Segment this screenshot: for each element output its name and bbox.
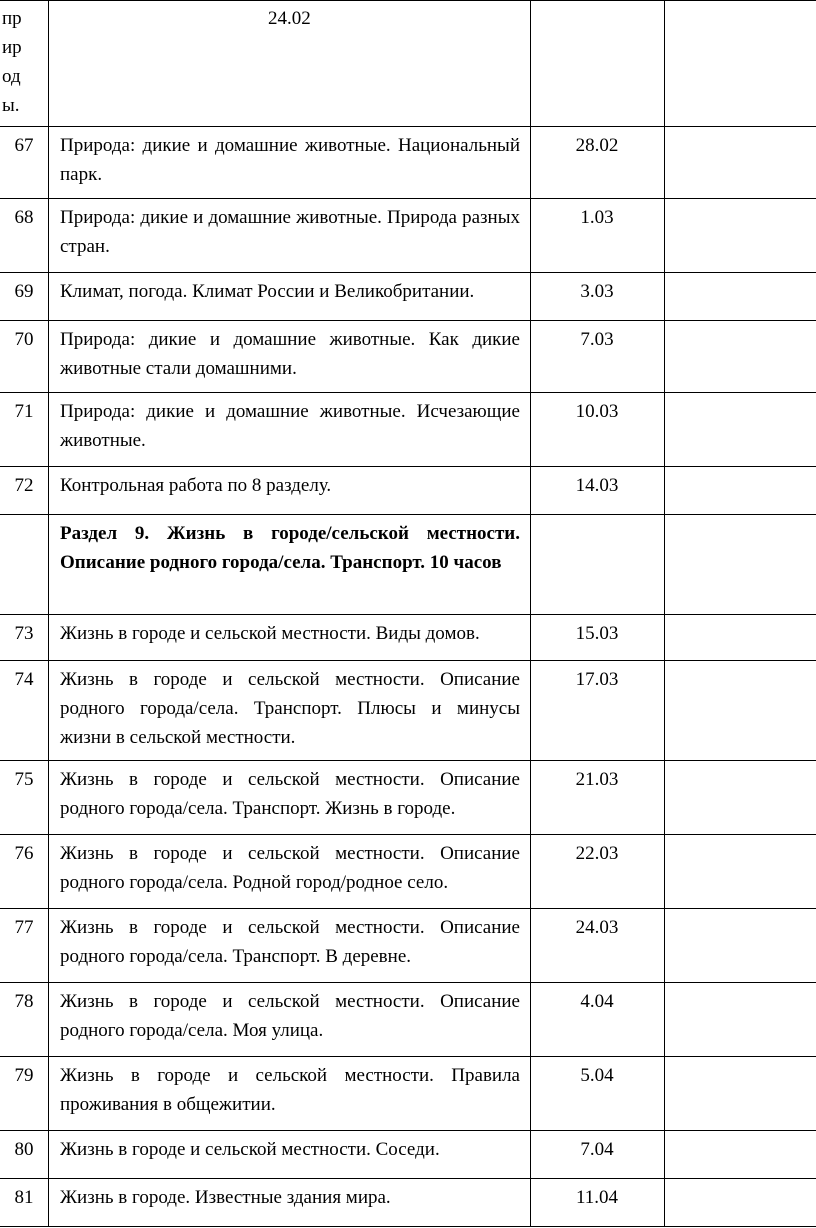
lesson-number: 70 — [14, 329, 34, 350]
column-divider — [530, 0, 531, 1226]
lesson-date: 5.04 — [580, 1065, 614, 1086]
fragment-line: ы. — [2, 95, 20, 116]
lesson-date: 3.03 — [580, 281, 614, 302]
row-divider — [0, 1178, 816, 1179]
lesson-date: 28.02 — [575, 135, 619, 156]
column-divider — [664, 0, 665, 1226]
lesson-topic: Жизнь в городе. Известные здания мира. — [60, 1187, 391, 1208]
lesson-number: 78 — [14, 991, 34, 1012]
fragment-date: 24.02 — [268, 8, 311, 29]
lesson-topic: Жизнь в городе и сельской местности. Описание родного города/села. Моя улица. — [60, 991, 520, 1041]
row-divider — [0, 614, 816, 615]
lesson-number: 67 — [14, 135, 34, 156]
lesson-topic: Природа: дикие и домашние животные. Как дикие животные стали домашними. — [60, 329, 520, 379]
lesson-date: 4.04 — [580, 991, 614, 1012]
lesson-topic: Природа: дикие и домашние животные. Природа разных стран. — [60, 207, 520, 257]
column-divider — [48, 0, 49, 1226]
lesson-date: 24.03 — [575, 917, 619, 938]
row-divider — [0, 982, 816, 983]
lesson-number: 69 — [14, 281, 34, 302]
lesson-topic: Жизнь в городе и сельской местности. Правила проживания в общежитии. — [60, 1065, 520, 1115]
row-divider — [0, 392, 816, 393]
lesson-number: 73 — [14, 623, 34, 644]
lesson-topic: Жизнь в городе и сельской местности. Описание родного города/села. Родной город/родное село. — [60, 843, 520, 893]
lesson-number: 68 — [14, 207, 34, 228]
row-divider — [0, 834, 816, 835]
row-divider — [0, 660, 816, 661]
row-divider — [0, 908, 816, 909]
lesson-number: 81 — [14, 1187, 34, 1208]
section-heading: Раздел 9. Жизнь в городе/сельской местности. Описание родного города/села. Транспорт. 10 часов — [60, 523, 520, 573]
lesson-topic: Природа: дикие и домашние животные. Национальный парк. — [60, 135, 520, 185]
lesson-topic: Климат, погода. Климат России и Великобритании. — [60, 281, 475, 302]
lesson-number: 75 — [14, 769, 34, 790]
row-divider — [0, 514, 816, 515]
lesson-topic: Жизнь в городе и сельской местности. Описание родного города/села. Транспорт. В деревне. — [60, 917, 520, 967]
lesson-date: 1.03 — [580, 207, 614, 228]
lesson-date: 7.04 — [580, 1139, 614, 1160]
lesson-date: 22.03 — [575, 843, 619, 864]
lesson-date: 17.03 — [575, 669, 619, 690]
row-divider — [0, 320, 816, 321]
lesson-number: 79 — [14, 1065, 34, 1086]
row-divider — [0, 198, 816, 199]
lesson-topic: Контрольная работа по 8 разделу. — [60, 475, 332, 496]
row-divider — [0, 126, 816, 127]
row-divider — [0, 760, 816, 761]
row-divider — [0, 1056, 816, 1057]
lesson-number: 74 — [14, 669, 34, 690]
row-divider — [0, 466, 816, 467]
lesson-date: 11.04 — [575, 1187, 619, 1208]
lesson-topic: Природа: дикие и домашние животные. Исчезающие животные. — [60, 401, 520, 451]
row-divider — [0, 1130, 816, 1131]
row-divider — [0, 0, 816, 1]
lesson-date: 7.03 — [580, 329, 614, 350]
lesson-date: 21.03 — [575, 769, 619, 790]
lesson-number: 77 — [14, 917, 34, 938]
lesson-date: 10.03 — [575, 401, 619, 422]
lesson-number: 72 — [14, 475, 34, 496]
fragment-line: пр — [2, 8, 22, 29]
lesson-topic: Жизнь в городе и сельской местности. Описание родного города/села. Транспорт. Плюсы и минусы жизни в сельской местности. — [60, 669, 520, 748]
lesson-date: 14.03 — [575, 475, 619, 496]
lesson-date: 15.03 — [575, 623, 619, 644]
lesson-number: 80 — [14, 1139, 34, 1160]
lesson-topic: Жизнь в городе и сельской местности. Виды домов. — [60, 623, 480, 644]
row-divider — [0, 272, 816, 273]
fragment-line: од — [2, 66, 21, 87]
lesson-topic: Жизнь в городе и сельской местности. Описание родного города/села. Транспорт. Жизнь в городе. — [60, 769, 520, 819]
lesson-topic: Жизнь в городе и сельской местности. Соседи. — [60, 1139, 440, 1160]
fragment-line: ир — [2, 37, 22, 58]
lesson-number: 71 — [14, 401, 34, 422]
lesson-number: 76 — [14, 843, 34, 864]
first-col-fragment — [2, 4, 42, 120]
row-divider — [0, 1226, 816, 1227]
